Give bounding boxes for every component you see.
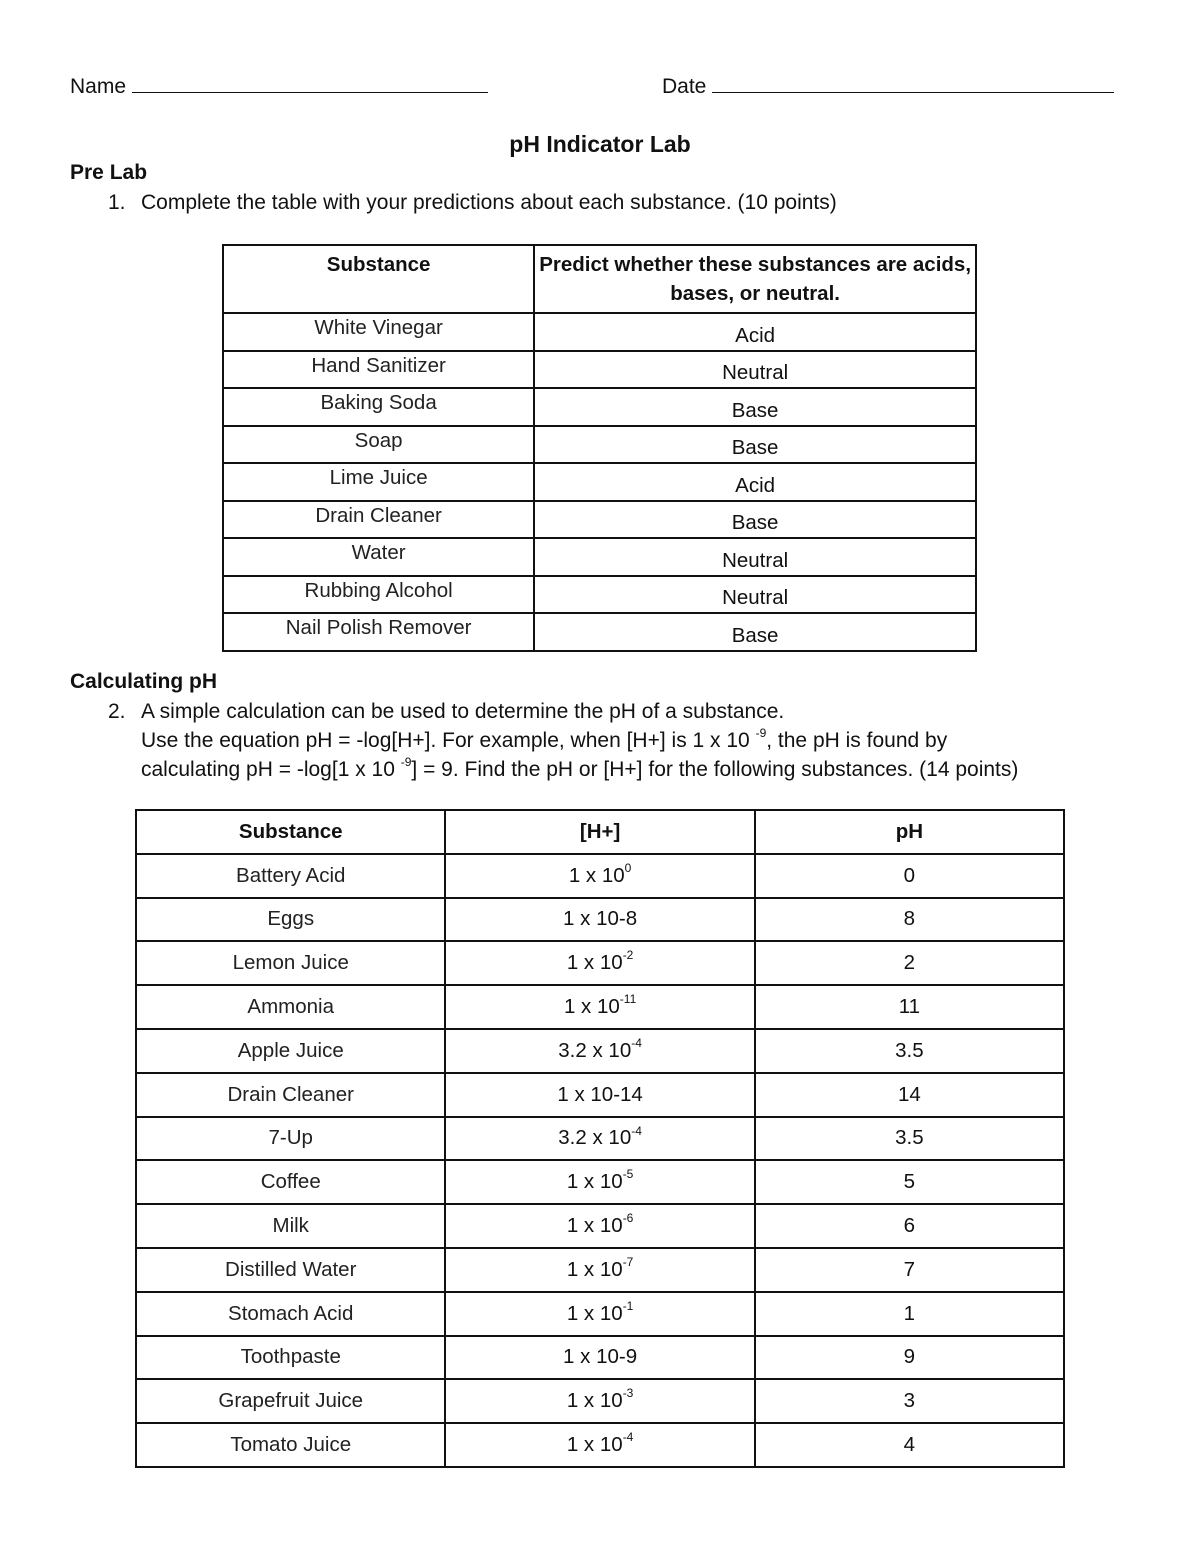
date-blank-line[interactable] <box>712 72 1114 93</box>
q2-line3-exponent: -9 <box>400 755 412 769</box>
table-row <box>136 1073 1064 1117</box>
h-base: 1 x 10-8 <box>563 907 638 931</box>
prediction-cell[interactable]: Base <box>534 388 976 426</box>
ph-cell[interactable]: 14 <box>755 1073 1064 1117</box>
substance-cell: Baking Soda <box>223 388 534 426</box>
table-row <box>136 1117 1064 1161</box>
table-row <box>136 1379 1064 1423</box>
h-concentration-cell[interactable] <box>445 1073 754 1117</box>
table-row <box>136 1336 1064 1380</box>
table-row <box>136 854 1064 898</box>
h-base: 1 x 10 <box>563 995 620 1019</box>
table-row <box>136 1423 1064 1467</box>
ph-cell[interactable]: 3.5 <box>755 1029 1064 1073</box>
substance-cell: Drain Cleaner <box>223 501 534 539</box>
h-exponent: -7 <box>622 1255 634 1270</box>
substance-cell: Lemon Juice <box>136 941 445 985</box>
h-concentration-cell[interactable] <box>445 898 754 942</box>
h-base: 1 x 10 <box>566 1389 623 1413</box>
table-row <box>136 1204 1064 1248</box>
h-base: 1 x 10 <box>566 951 623 975</box>
substance-cell: Milk <box>136 1204 445 1248</box>
h-base: 3.2 x 10 <box>558 1126 632 1150</box>
question-1-number: 1. <box>108 191 126 214</box>
substance-cell: Hand Sanitizer <box>223 351 534 389</box>
table-row <box>223 538 976 576</box>
substance-cell: Tomato Juice <box>136 1423 445 1467</box>
substance-cell: Toothpaste <box>136 1336 445 1380</box>
substance-cell: Eggs <box>136 898 445 942</box>
substance-cell: Ammonia <box>136 985 445 1029</box>
h-base: 1 x 10 <box>566 1301 623 1325</box>
h-exponent: -3 <box>622 1386 634 1401</box>
table-row <box>136 1248 1064 1292</box>
h-concentration-cell[interactable] <box>445 854 754 898</box>
substance-cell: Distilled Water <box>136 1248 445 1292</box>
h-exponent: -6 <box>622 1211 634 1226</box>
table-row <box>136 941 1064 985</box>
q2-line3-part-b: ] = 9. Find the pH or [H+] for the following substances. (14 points) <box>411 758 1019 781</box>
name-field <box>70 72 488 99</box>
table-row <box>136 898 1064 942</box>
h-exponent: -4 <box>631 1123 642 1138</box>
h-exponent: -1 <box>622 1298 634 1313</box>
question-2-line-1: A simple calculation can be used to determine the pH of a substance. <box>141 700 785 723</box>
h-concentration-cell[interactable] <box>445 1292 754 1336</box>
ph-cell[interactable]: 9 <box>755 1336 1064 1380</box>
q2-line3-part-a: calculating pH = -log[1 x 10 <box>141 758 401 781</box>
question-2-line-2 <box>141 726 1018 755</box>
table-row <box>223 426 976 464</box>
h-base: 1 x 10 <box>566 1433 623 1457</box>
substance-cell: Apple Juice <box>136 1029 445 1073</box>
h-concentration-cell[interactable] <box>445 985 754 1029</box>
prediction-cell[interactable]: Neutral <box>534 351 976 389</box>
h-concentration-cell[interactable] <box>445 1423 754 1467</box>
ph-cell[interactable]: 2 <box>755 941 1064 985</box>
prediction-cell[interactable]: Acid <box>534 463 976 501</box>
column-header-ph: pH <box>755 810 1064 854</box>
ph-cell[interactable]: 0 <box>755 854 1064 898</box>
substance-cell: Lime Juice <box>223 463 534 501</box>
ph-cell[interactable]: 8 <box>755 898 1064 942</box>
q2-line2-part-a: Use the equation pH = -log[H+]. For example, when [H+] is 1 x 10 <box>141 729 756 752</box>
date-label: Date <box>662 75 707 98</box>
prediction-cell[interactable]: Base <box>534 501 976 539</box>
prediction-cell[interactable]: Neutral <box>534 576 976 614</box>
prediction-cell[interactable]: Base <box>534 613 976 651</box>
date-field <box>662 72 1114 99</box>
h-concentration-cell[interactable] <box>445 1029 754 1073</box>
ph-cell[interactable]: 5 <box>755 1160 1064 1204</box>
table-row <box>223 351 976 389</box>
question-2-text <box>141 697 1018 784</box>
table-row <box>223 463 976 501</box>
h-exponent: -2 <box>622 948 634 963</box>
h-base: 1 x 10 <box>566 1170 623 1194</box>
prediction-cell[interactable]: Neutral <box>534 538 976 576</box>
ph-cell[interactable]: 6 <box>755 1204 1064 1248</box>
substance-cell: Soap <box>223 426 534 464</box>
q2-line2-part-b: , the pH is found by <box>766 729 948 752</box>
h-exponent: -4 <box>631 1036 642 1051</box>
h-base: 1 x 10 <box>568 863 625 887</box>
question-2-line-3 <box>141 755 1018 784</box>
column-header-h-concentration: [H+] <box>445 810 754 854</box>
q2-line2-exponent: -9 <box>755 726 767 740</box>
substance-cell: Nail Polish Remover <box>223 613 534 651</box>
table-row <box>223 501 976 539</box>
calculating-ph-heading: Calculating pH <box>70 670 218 693</box>
h-base: 1 x 10-9 <box>563 1345 638 1369</box>
substance-cell: Stomach Acid <box>136 1292 445 1336</box>
h-concentration-cell[interactable] <box>445 1379 754 1423</box>
h-concentration-cell[interactable] <box>445 1117 754 1161</box>
table-header-row <box>223 245 976 313</box>
table-row <box>136 985 1064 1029</box>
h-base: 1 x 10-14 <box>557 1082 643 1106</box>
h-base: 1 x 10 <box>566 1257 623 1281</box>
question-2-number: 2. <box>108 700 126 723</box>
question-1-text: Complete the table with your predictions about each substance. (10 points) <box>141 191 837 214</box>
h-concentration-cell[interactable] <box>445 1336 754 1380</box>
h-concentration-cell[interactable] <box>445 1160 754 1204</box>
ph-cell[interactable]: 3.5 <box>755 1117 1064 1161</box>
table-header-row <box>136 810 1064 854</box>
column-header-substance: Substance <box>136 810 445 854</box>
page-title: pH Indicator Lab <box>509 131 691 157</box>
table-row <box>223 388 976 426</box>
table-row <box>136 1160 1064 1204</box>
h-exponent: 0 <box>624 860 632 875</box>
ph-cell[interactable]: 7 <box>755 1248 1064 1292</box>
name-label: Name <box>70 75 127 98</box>
prediction-cell[interactable]: Base <box>534 426 976 464</box>
h-exponent: -11 <box>619 992 637 1007</box>
question-2 <box>108 697 1018 784</box>
substance-cell: Coffee <box>136 1160 445 1204</box>
substance-cell: Battery Acid <box>136 854 445 898</box>
column-header-substance: Substance <box>223 245 534 313</box>
h-concentration-cell[interactable] <box>445 1204 754 1248</box>
substance-cell: 7-Up <box>136 1117 445 1161</box>
name-blank-line[interactable] <box>132 72 488 93</box>
h-exponent: -4 <box>622 1430 634 1445</box>
substance-cell: Grapefruit Juice <box>136 1379 445 1423</box>
h-exponent: -5 <box>622 1167 634 1182</box>
question-1 <box>108 188 837 217</box>
ph-cell[interactable]: 4 <box>755 1423 1064 1467</box>
table-row <box>223 576 976 614</box>
prediction-cell[interactable]: Acid <box>534 313 976 351</box>
substance-cell: Rubbing Alcohol <box>223 576 534 614</box>
prelab-heading: Pre Lab <box>70 161 148 184</box>
table-row <box>136 1292 1064 1336</box>
table-row <box>223 313 976 351</box>
substance-cell: Water <box>223 538 534 576</box>
h-base: 3.2 x 10 <box>558 1038 632 1062</box>
ph-cell[interactable]: 1 <box>755 1292 1064 1336</box>
h-base: 1 x 10 <box>566 1214 623 1238</box>
substance-cell: Drain Cleaner <box>136 1073 445 1117</box>
ph-cell[interactable]: 11 <box>755 985 1064 1029</box>
table-row <box>223 613 976 651</box>
substance-cell: White Vinegar <box>223 313 534 351</box>
predictions-table <box>222 244 977 652</box>
h-concentration-cell[interactable] <box>445 1248 754 1292</box>
ph-calculation-table <box>135 809 1065 1468</box>
h-concentration-cell[interactable] <box>445 941 754 985</box>
column-header-prediction: Predict whether these substances are acids, bases, or neutral. <box>534 245 976 313</box>
ph-cell[interactable]: 3 <box>755 1379 1064 1423</box>
table-row <box>136 1029 1064 1073</box>
